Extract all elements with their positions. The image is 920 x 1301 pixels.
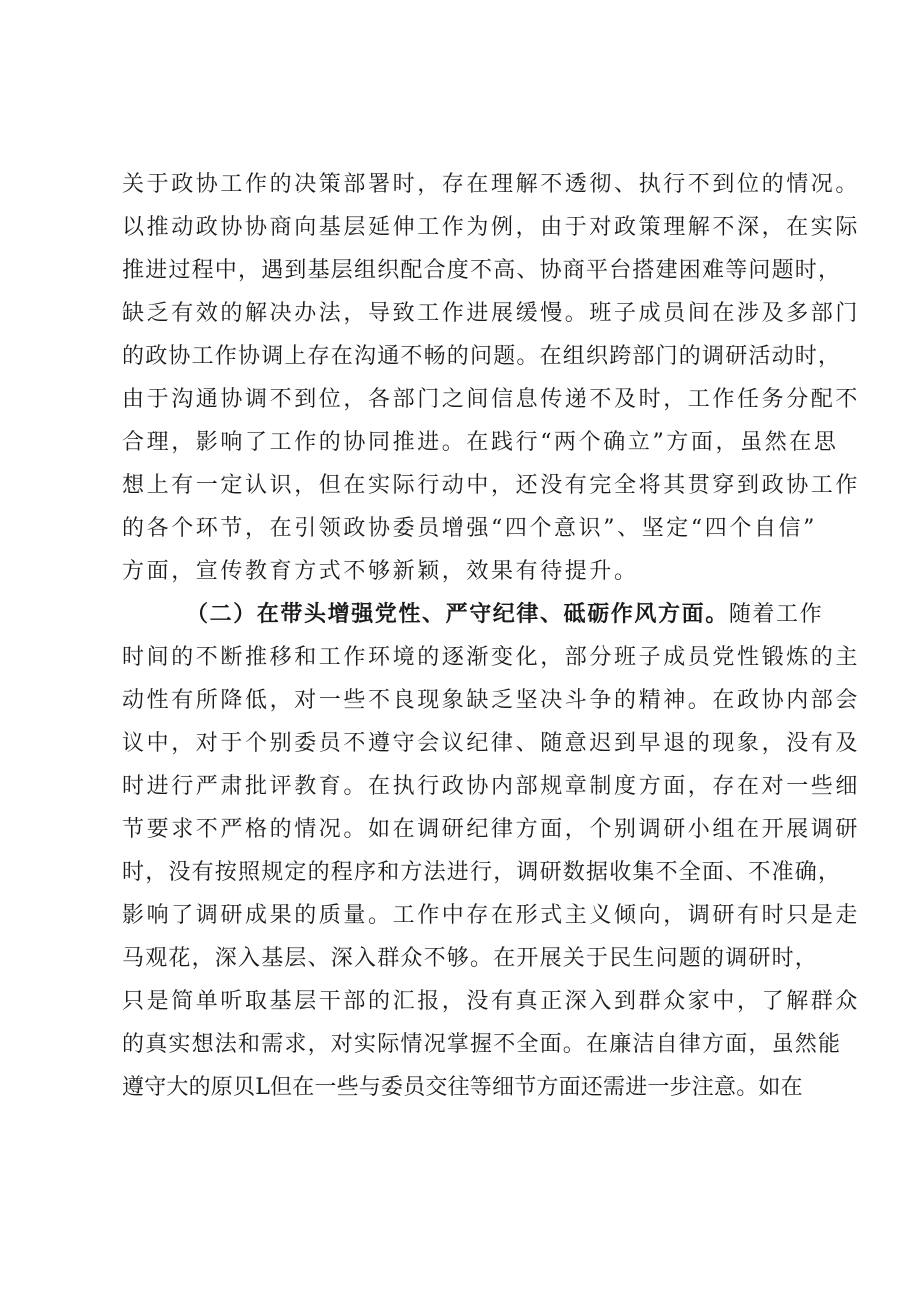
paragraph-line: 议中，对于个别委员不遵守会议纪律、随意迟到早退的现象，没有及 <box>122 731 861 756</box>
paragraph-line: 只是简单听取基层干部的汇报，没有真正深入到群众家中，了解群众 <box>122 989 861 1014</box>
paragraph-line: 的真实想法和需求，对实际情况掌握不全面。在廉洁自律方面，虽然能 <box>122 1032 842 1057</box>
paragraph-line: 缺乏有效的解决办法，导致工作进展缓慢。班子成员间在涉及多部门 <box>122 301 861 326</box>
paragraph-line: 动性有所降低，对一些不良现象缺乏坚决斗争的精神。在政协内部会 <box>122 688 861 713</box>
paragraph-line: 时间的不断推移和工作环境的逐渐变化，部分班子成员党性锻炼的主 <box>122 645 861 670</box>
section-heading: （二）在带头增强党性、严守纪律、砥砺作风方面。 <box>186 602 729 627</box>
paragraph-line: 合理，影响了工作的协同推进。在践行“两个确立”方面，虽然在思 <box>122 430 839 455</box>
paragraph-line: 的各个环节，在引领政协委员增强“四个意识”、坚定“四个自信” <box>122 516 817 541</box>
paragraph-line: 方面，宣传教育方式不够新颖，效果有待提升。 <box>122 559 639 584</box>
paragraph-line: 的政协工作协调上存在沟通不畅的问题。在组织跨部门的调研活动时， <box>122 344 842 369</box>
paragraph-line: 关于政协工作的决策部署时，存在理解不透彻、执行不到位的情况。 <box>122 172 861 197</box>
paragraph-line: 以推动政协协商向基层延伸工作为例，由于对政策理解不深，在实际 <box>122 215 861 240</box>
paragraph-line: 推进过程中，遇到基层组织配合度不高、协商平台搭建困难等问题时， <box>122 258 842 283</box>
paragraph-line: 影响了调研成果的质量。工作中存在形式主义倾向，调研有时只是走 <box>122 903 861 928</box>
paragraph-line: 时，没有按照规定的程序和方法进行，调研数据收集不全面、不准确， <box>122 860 842 885</box>
section-heading-line <box>186 600 826 630</box>
paragraph-line: 想上有一定认识，但在实际行动中，还没有完全将其贯穿到政协工作 <box>122 473 861 498</box>
paragraph-line: 节要求不严格的情况。如在调研纪律方面，个别调研小组在开展调研 <box>122 817 861 842</box>
paragraph-line: 由于沟通协调不到位，各部门之间信息传递不及时，工作任务分配不 <box>122 387 861 412</box>
paragraph-line: 遵守大的原贝L但在一些与委员交往等细节方面还需进一步注意。如在 <box>122 1075 803 1100</box>
paragraph-line: 时进行严肃批评教育。在执行政协内部规章制度方面，存在对一些细 <box>122 774 861 799</box>
paragraph-line: 马观花，深入基层、深入群众不够。在开展关于民生问题的调研时， <box>122 946 819 971</box>
section-heading-continuation: 随着工作 <box>728 602 824 627</box>
